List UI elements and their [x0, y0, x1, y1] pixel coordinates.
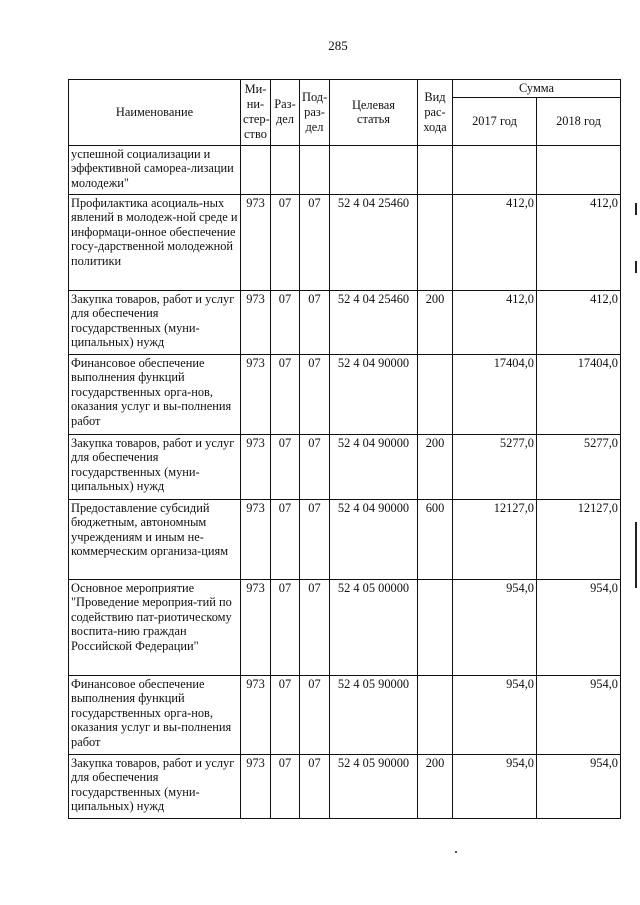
header-name: Наименование — [69, 80, 241, 146]
cell-amount-2018: 954,0 — [537, 579, 621, 675]
cell-amount-2017: 412,0 — [453, 194, 537, 290]
cell-section: 07 — [271, 290, 300, 354]
cell-ministry: 973 — [241, 579, 271, 675]
cell-section: 07 — [271, 754, 300, 818]
cell-subsection — [300, 145, 330, 194]
cell-expense-type: 200 — [418, 754, 453, 818]
cell-amount-2017: 954,0 — [453, 754, 537, 818]
cell-target — [330, 145, 418, 194]
cell-amount-2018: 17404,0 — [537, 354, 621, 434]
cell-target: 52 4 05 90000 — [330, 675, 418, 754]
cell-amount-2018: 12127,0 — [537, 499, 621, 579]
cell-ministry: 973 — [241, 499, 271, 579]
cell-expense-type: 600 — [418, 499, 453, 579]
header-subsection: Под- раз- дел — [300, 80, 330, 146]
cell-section: 07 — [271, 354, 300, 434]
header-sum: Сумма — [453, 80, 621, 98]
header-section: Раз- дел — [271, 80, 300, 146]
cell-section: 07 — [271, 499, 300, 579]
cell-target: 52 4 04 90000 — [330, 499, 418, 579]
cell-ministry: 973 — [241, 354, 271, 434]
cell-amount-2017: 412,0 — [453, 290, 537, 354]
cell-subsection: 07 — [300, 354, 330, 434]
cell-section: 07 — [271, 434, 300, 499]
cell-name: Финансовое обеспечение выполнения функций государственных орга-нов, оказания услуг и вы-полнения работ — [69, 354, 241, 434]
cell-ministry — [241, 145, 271, 194]
scan-edge-mark — [635, 261, 637, 273]
cell-expense-type: 200 — [418, 434, 453, 499]
header-target: Целевая статья — [330, 80, 418, 146]
scan-dot — [455, 851, 457, 853]
cell-ministry: 973 — [241, 290, 271, 354]
cell-target: 52 4 04 25460 — [330, 290, 418, 354]
cell-amount-2017: 954,0 — [453, 579, 537, 675]
cell-target: 52 4 04 25460 — [330, 194, 418, 290]
header-ministry: Ми- ни- стер- ство — [241, 80, 271, 146]
table-row — [69, 434, 621, 499]
table-row — [69, 499, 621, 579]
cell-name: Предоставление субсидий бюджетным, автономным учреждениям и иным не-коммерческим организа-циям — [69, 499, 241, 579]
cell-target: 52 4 04 90000 — [330, 354, 418, 434]
cell-amount-2017 — [453, 145, 537, 194]
cell-expense-type — [418, 579, 453, 675]
cell-section: 07 — [271, 579, 300, 675]
cell-name: Закупка товаров, работ и услуг для обеспечения государственных (муни-ципальных) нужд — [69, 434, 241, 499]
cell-name: Закупка товаров, работ и услуг для обеспечения государственных (муни-ципальных) нужд — [69, 754, 241, 818]
cell-expense-type: 200 — [418, 290, 453, 354]
cell-expense-type — [418, 194, 453, 290]
scan-edge-mark — [635, 203, 637, 215]
cell-ministry: 973 — [241, 434, 271, 499]
cell-ministry: 973 — [241, 754, 271, 818]
cell-name: Основное мероприятие "Проведение мероприя-тий по содействию пат-риотическому воспита-нию граждан Российской Федерации" — [69, 579, 241, 675]
header-expense-type: Вид рас- хода — [418, 80, 453, 146]
cell-amount-2018: 954,0 — [537, 675, 621, 754]
cell-amount-2017: 12127,0 — [453, 499, 537, 579]
table-row — [69, 290, 621, 354]
cell-target: 52 4 05 00000 — [330, 579, 418, 675]
cell-amount-2017: 5277,0 — [453, 434, 537, 499]
cell-subsection: 07 — [300, 499, 330, 579]
table-row — [69, 354, 621, 434]
cell-section: 07 — [271, 675, 300, 754]
table-row — [69, 194, 621, 290]
cell-ministry: 973 — [241, 675, 271, 754]
cell-amount-2018: 954,0 — [537, 754, 621, 818]
cell-name: Финансовое обеспечение выполнения функций государственных орга-нов, оказания услуг и вы-полнения работ — [69, 675, 241, 754]
cell-subsection: 07 — [300, 194, 330, 290]
table-row — [69, 754, 621, 818]
table-row — [69, 579, 621, 675]
cell-amount-2017: 954,0 — [453, 675, 537, 754]
header-year-2017: 2017 год — [453, 97, 537, 145]
cell-target: 52 4 04 90000 — [330, 434, 418, 499]
table-row — [69, 145, 621, 194]
cell-amount-2018: 5277,0 — [537, 434, 621, 499]
cell-name: Закупка товаров, работ и услуг для обеспечения государственных (муни-ципальных) нужд — [69, 290, 241, 354]
cell-section: 07 — [271, 194, 300, 290]
cell-amount-2017: 17404,0 — [453, 354, 537, 434]
cell-expense-type — [418, 354, 453, 434]
header-year-2018: 2018 год — [537, 97, 621, 145]
table-row — [69, 675, 621, 754]
cell-subsection: 07 — [300, 290, 330, 354]
scan-edge-mark — [635, 522, 637, 588]
cell-expense-type — [418, 675, 453, 754]
cell-amount-2018: 412,0 — [537, 194, 621, 290]
page-number: 285 — [328, 38, 348, 53]
cell-subsection: 07 — [300, 754, 330, 818]
cell-target: 52 4 05 90000 — [330, 754, 418, 818]
cell-subsection: 07 — [300, 434, 330, 499]
cell-ministry: 973 — [241, 194, 271, 290]
cell-amount-2018 — [537, 145, 621, 194]
budget-table — [68, 79, 621, 819]
cell-subsection: 07 — [300, 579, 330, 675]
cell-name: Профилактика асоциаль-ных явлений в молодеж-ной среде и информаци-онное обеспечение госу-дарственной молодежной политики — [69, 194, 241, 290]
cell-expense-type — [418, 145, 453, 194]
cell-subsection: 07 — [300, 675, 330, 754]
cell-amount-2018: 412,0 — [537, 290, 621, 354]
cell-name: успешной социализации и эффективной самореа-лизации молодежи" — [69, 145, 241, 194]
cell-section — [271, 145, 300, 194]
table-body — [69, 145, 621, 818]
